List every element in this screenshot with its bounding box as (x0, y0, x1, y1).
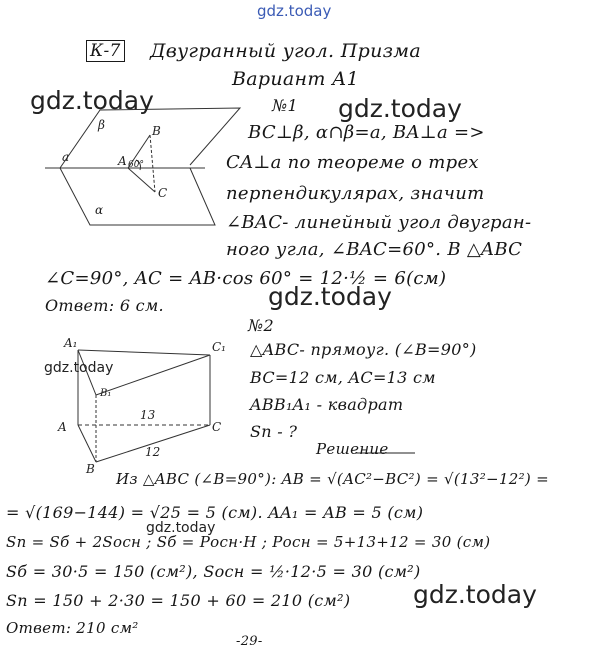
problem1-line-6: ∠C=90°, AC = AB·cos 60° = 12·½ = 6(см) (45, 268, 447, 289)
label-B: B (86, 462, 95, 476)
problem2-given-3: ABB₁A₁ - квадрат (250, 395, 404, 414)
label-C-fig1: C (158, 186, 168, 200)
label-bc-length: 12 (145, 445, 161, 459)
label-A-fig1: A (118, 154, 127, 168)
label-C1: C₁ (212, 340, 226, 354)
label-ac-length: 13 (140, 408, 156, 422)
label-beta: β (98, 118, 105, 132)
segment-ac (128, 168, 155, 192)
solution-title: Решение (316, 440, 389, 458)
problem2-number: №2 (248, 316, 274, 335)
solution-line-1: Из △ABC (∠B=90°): AB = √(AC²−BC²) = √(13²−12²) = (116, 470, 549, 488)
solution-line-4: Sб = 30·5 = 150 (см²), Sосн = ½·12·5 = 30 (см²) (6, 562, 421, 581)
page-number: -29- (236, 634, 263, 649)
label-a: a (62, 150, 70, 164)
variant-label: Вариант А1 (232, 68, 360, 90)
watermark-left-lower: gdz.today (44, 360, 114, 376)
problem1-line-3: перпендикулярах, значит (226, 183, 485, 204)
edge-a1c1 (78, 350, 210, 355)
label-A: A (58, 420, 67, 434)
watermark-center: gdz.today (268, 282, 392, 311)
work-code: К-7 (86, 40, 125, 62)
watermark-top: gdz.today (257, 2, 332, 20)
watermark-center-upper: gdz.today (338, 94, 462, 123)
solution-line-3: Sп = Sб + 2Sосн ; Sб = Pосн·H ; Pосн = 5+13+12 = 30 (см) (6, 533, 491, 551)
label-A1: A₁ (64, 336, 78, 350)
problem1-line-5: ного угла, ∠BAC=60°. В △ABC (226, 239, 523, 260)
watermark-left-upper: gdz.today (30, 86, 154, 115)
label-B1: B₁ (100, 388, 112, 399)
problem2-given-2: BC=12 см, AC=13 см (250, 368, 436, 387)
label-C: C (212, 420, 222, 434)
label-alpha: α (95, 203, 104, 217)
label-B-fig1: B (152, 124, 161, 138)
problem2-given-4: Sп - ? (250, 422, 298, 441)
watermark-bottom-right: gdz.today (413, 580, 537, 609)
solution-line-2: = √(169−144) = √25 = 5 (см). AA₁ = AB = 5 (см) (6, 503, 424, 522)
solution-line-5: Sп = 150 + 2·30 = 150 + 60 = 210 (см²) (6, 591, 351, 610)
problem1-line-4: ∠BAC- линейный угол двугран- (226, 212, 532, 233)
segment-bc (150, 135, 155, 192)
problem1-line-2: CA⊥a по теореме о трех (226, 152, 479, 173)
problem1-line-1: BC⊥β, α∩β=a, BA⊥a => (248, 122, 485, 143)
problem2-given-1: △ABC- прямоуг. (∠B=90°) (250, 340, 477, 359)
edge-ab (78, 425, 96, 462)
watermark-center-small: gdz.today (146, 520, 216, 536)
label-angle-60: 60° (128, 160, 144, 170)
problem2-answer: Ответ: 210 см² (6, 619, 139, 637)
problem1-number: №1 (272, 96, 298, 115)
work-title: Двугранный угол. Призма (150, 40, 421, 62)
problem1-answer: Ответ: 6 см. (45, 296, 164, 315)
